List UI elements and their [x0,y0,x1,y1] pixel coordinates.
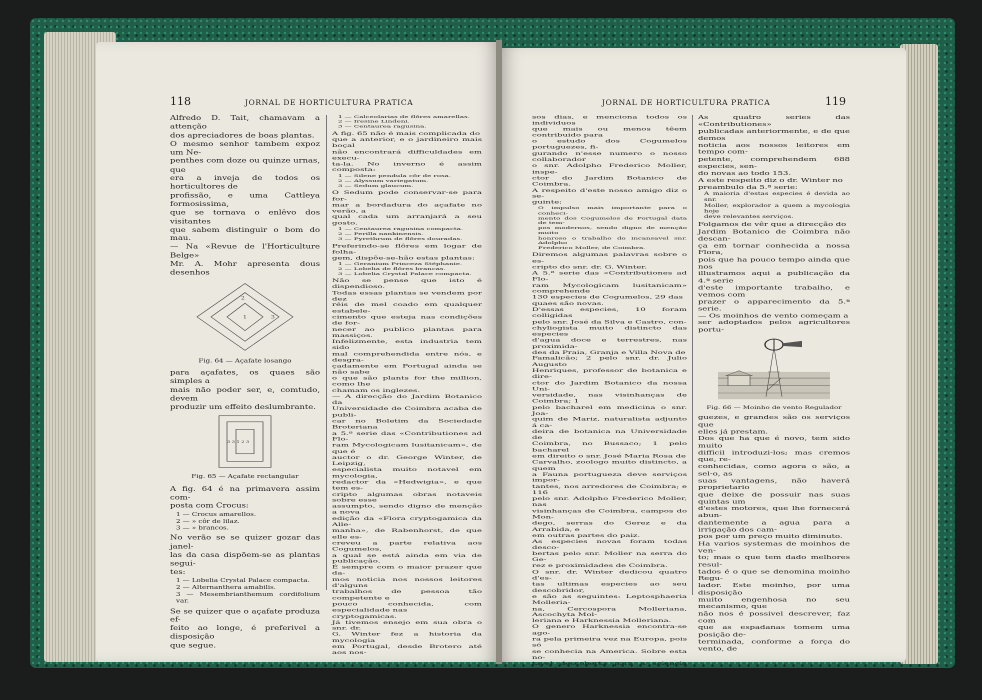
text-line: ctor do Jardim Botanico da nossa Uni- [532,379,687,392]
text-line: 3 — Mesembrianthemum cordifolium var. [176,591,320,605]
text-line: que as espadanas tomem uma posição de- [698,624,850,638]
text-line: réis de mel coado em qualquer estabele- [332,302,482,314]
text-line: lador. Este moinho, por uma disposição [698,582,850,596]
text-line: dos apreciadores de boas plantas. [170,131,315,139]
text-line: guinte: [532,199,562,205]
left-col1-after-crocus [170,534,320,577]
text-line: mais não poder ser, e, comtudo, devem [170,385,320,402]
text-line: des da Praia, Granja e Villa Nova de [532,349,686,355]
text-line: 130 especies de Cogumelos, 29 das [532,294,683,300]
text-line: deira de botanica na Universidade de [532,428,687,441]
right-col2-b [698,221,850,333]
text-line: D'essas especies, 10 foram colligidas [532,306,687,319]
text-line: Moller, explorador a quem a mycologia hoje [704,203,850,214]
right-col2-quote [704,192,850,221]
left-col1-mid [170,369,320,412]
text-line: pouco conhecida, com especialidade nas [332,601,482,613]
text-line: — Na «Revue de l'Horticulture Belge» [170,242,320,259]
text-line: tavel descoberta para a sciencia mycolo- [532,660,687,673]
left-col2-b [332,190,482,227]
text-line: qual cada um arranjará a seu gosto. [332,214,482,226]
text-line: quim de Mariz, naturalista adjunto á ca- [532,416,687,429]
text-line: conhecidas, como agora o são, a sel-o, as [698,463,850,477]
fig66-caption: Fig. 66 — Moinho de vento Regulador [706,405,842,411]
text-line: bertas pelo snr. Moller na serra do Ge- [532,550,687,563]
text-line: 1 — Centaurea ragusina compacta. [338,226,464,232]
fig64-diamond-illustration [175,279,315,355]
left-col1-bottom [170,485,320,511]
text-line: gem, dispõe-se-hão estas plantas: [332,255,475,261]
text-line: do novas ao todo 153. [698,170,792,177]
left-col1-top [170,114,320,277]
text-line: O impulso mais importante para o conheci- [538,206,687,216]
text-line: chamam os inglezes. [332,387,421,393]
text-line: posta com Crocus: [170,501,249,510]
text-line: honroso o trabalho do incansavel snr. Adolpho [538,235,687,246]
text-line: 3 — Lobelia Crystal Palace compacta. [338,271,472,276]
text-line: A 5.ª serie das «Contributiones ad Flo- [532,270,687,282]
text-line: 1 — Geranium Princeza Stéphanie. [338,261,463,267]
text-line: trabalhos de pessoa tão competente e [332,588,482,601]
text-line: cripto algumas obras notaveis sobre esse [332,491,482,503]
text-line: 1 — Silene pendula côr de rosa. [338,173,452,179]
right-column-1 [532,114,687,691]
text-line: 2 — Iresine Lindeni. [338,119,410,124]
text-line: Não se pense que isto é dispendioso. [332,277,482,290]
text-line: se conhecia na America. Sobre esta no- [532,648,687,660]
text-line: O genero Harknessia encontra-se ago- [532,623,687,636]
book-gutter [496,40,502,664]
text-line: 3 — » brancos. [176,525,229,532]
text-line: Coimbra, no Bussaco; 1 pelo bacharel [532,440,687,453]
text-line: para açafates, os quaes são simples a [170,368,320,385]
text-line: gica escreveu o snr. dr. Winter um ar- [532,672,687,685]
svg-text:1: 1 [243,314,247,320]
text-line: suas vantagens, não haverá proprietario [698,477,850,491]
text-line: Infelizmente, esta industria tem sido [332,338,482,351]
text-line: feito ao longe, é preferivel a disposição [170,624,320,641]
text-line: em Portugal, desde Brotero até aos nos- [332,643,482,656]
text-line: çadamente em Portugal ainda se não sabe [332,363,482,375]
text-line: era a inveja de todos os horticultores de [170,174,320,191]
text-line: Alfredo D. Tait, chamavam a attenção [170,114,320,131]
text-line: — Os moinhos de vento começam a [698,312,849,319]
text-line: especialista muito notavel em mycologia, [332,466,482,479]
text-line: tigo no seu jornal «A Hedwigia». [532,684,672,691]
text-line: É sempre com o maior prazer que da- [332,564,482,576]
text-line: mento dos Cogumelos de Portugal data de tem- [538,215,687,226]
fig66-windmill-illustration [714,335,834,403]
text-line: sos dias, e menciona todos os individuos [532,114,687,126]
left-column-1 [170,114,320,650]
text-line: auctor o dr. George Winter, de Leipzig, [332,454,482,467]
winter-list [338,174,482,189]
text-line: 1 — Calceolarias de flôres amarellas. [338,114,470,119]
text-line: que se tornava o enlêvo dos visitantes [170,208,320,225]
text-line: profissão, e uma Cattleya formosissima, [170,191,320,208]
text-line: em direito o snr. José Maria Rosa de [532,453,686,459]
text-line: A fig. 65 não é mais complicada do [332,130,481,136]
text-line: chyliogista muito distincto das especies [532,325,687,337]
text-line: 1 — Lobelia Crystal Palace compacta. [176,577,310,584]
text-line: deve relevantes serviços. [704,214,794,220]
text-line: rez e proximidades de Coimbra. [532,562,668,569]
left-col2-c [332,243,482,261]
text-line: O snr. dr. Winter dedicou quatro d'es- [532,569,687,581]
text-line: Preferindo-se flôres em logar de folha- [332,242,482,255]
left-col1-end [170,607,320,650]
text-line: assumpto, sendo digno de menção a nova [332,503,482,515]
fig65-rectangle-illustration [205,413,285,471]
text-line: terminada, conforme a força do vento, de [698,638,850,652]
text-line: No verão se se quizer gozar das janel- [170,533,320,550]
text-line: ta-la. No inverno é assim composta: [332,161,482,173]
fig64-caption: Fig. 64 — Açafate losango [198,357,292,364]
text-line: produzir um effeito deslumbrante. [170,402,316,411]
text-line: A maioria d'estas especies é devida ao snr. [704,191,850,203]
text-line: penthes com doze ou quinze urnas, que [170,156,320,174]
text-line: versidade, nas visinhanças de Coimbra; 1 [532,392,687,404]
text-line: tes: [170,568,186,576]
right-col1-quote [538,206,687,251]
text-line: 2 — Lobelia de flôres brancas. [338,266,446,272]
text-line: ram Mycologicam lusitanicam», de que é [332,442,482,454]
left-page-number: 118 [170,95,191,108]
text-line: 3 — Centaurea ragusina. [338,124,427,129]
left-running-head: JORNAL DE HORTICULTURA PRATICA [245,98,414,107]
summer2-list [338,227,482,242]
text-line: difficil introduzi-los; mas cremos que, re- [698,449,850,463]
right-column-rule [692,115,693,595]
text-line: em outras partes do paiz. [532,532,641,538]
text-line: O Sedum pode conservar-se para for- [332,189,482,202]
text-line: mos noticia nos nossos leitores d'alguns [332,576,482,589]
text-line: manha», de Rabenhorst, de que elle es- [332,527,482,540]
text-line: que deixe de possuir nas suas quintas um [698,491,850,505]
text-line: noticia aos nossos leitores em tempo com- [698,142,850,156]
summer-list [176,577,320,605]
text-line: Carvalho, zoologo muito distincto, a quem [532,459,687,471]
text-line: pos modernos, sendo digno de menção muito [538,225,687,236]
text-line: Dos que ha que é novo, tem sido muito [698,435,850,449]
text-line: pelo snr. Adolpho Frederico Moller, nas [532,495,687,508]
fig65-caption: Fig. 65 — Açafate rectangular [191,473,299,480]
text-line: o que são plants for the million, como lhe [332,375,482,387]
text-line: cripto do snr. dr. G. Winter. [532,264,648,270]
text-line: Diremos algumas palavras sobre o es- [532,251,687,264]
text-line: A fig. 64 é na primavera assim com- [170,484,320,501]
text-line: Famalicão; 2 pelo snr. dr. Julio Augusto [532,355,687,368]
text-line: G. Winter fez a historia da mycologia [332,631,482,644]
text-line: elles já prestam. [698,428,769,435]
text-line: As especies novas foram todas desco- [532,538,687,551]
left-column-rule [326,115,327,590]
text-line: leriana e Harknessia Molleriana. [532,617,672,624]
text-line: edição da «Flora cryptogamica da Alle- [332,515,482,528]
text-line: 2 — Perilla nankinensis. [338,231,424,237]
text-line: prazer o apparecimento da 5.ª serie. [698,298,850,312]
text-line: preambulo da 5.ª serie: [698,184,798,191]
text-line: a Fauna portugueza deve serviços impor- [532,471,687,483]
right-column-2 [698,114,850,652]
text-line: Se se quizer que o açafate produza ef- [170,606,320,624]
text-line: redactor da «Hedwigia», e que tem es- [332,479,482,491]
text-line: 2 — » côr de lilaz. [176,518,240,525]
text-line: a 5.ª serie das «Contributiones ad Flo- [332,430,482,442]
text-line: pois que ha pouco tempo ainda que nos [698,256,850,270]
text-line: Folgamos de vêr que a direcção do [698,221,847,228]
left-col2-a [332,131,482,174]
text-line: guezes, e grandes são os serviços que [698,414,850,428]
text-line: pelo bacharel em medicina o snr. Joa- [532,404,687,416]
text-line: pos por um preço muito diminuto. [698,533,843,540]
right-col1-b [532,252,687,691]
text-line: cimento que esteja nas condições de for- [332,314,482,326]
text-line: O mesmo senhor tambem expoz um Ne- [170,139,320,156]
text-line: dantemente a agua para a irrigação dos cam- [698,519,850,533]
text-line: que mais ou menos têem contribuido para [532,126,687,138]
svg-text:3: 3 [271,314,275,320]
text-line: tados é o que se denomina moinho Regu- [698,568,850,582]
text-line: tantes, nos arredores de Coimbra; e 116 [532,483,687,496]
text-line: 2 — Alyssum variegatum. [338,178,429,184]
text-line: Já tivemos ensejo em sua obra o snr. dr. [332,619,482,631]
text-line: tas ultimas especies ao seu descobridor, [532,581,687,593]
text-line: dego, serras do Gerez e da Arrabida, e [532,520,687,532]
text-line: car no Boletim da Sociedade Broteriana [332,418,482,430]
text-line: ça em tornar conhecida a nossa Flora, [698,242,850,256]
svg-text:3 3 1 2 3: 3 3 1 2 3 [227,440,250,446]
right-running-head: JORNAL DE HORTICULTURA PRATICA [602,98,771,107]
text-line: illustramos aqui a publicação da 4.ª serie [698,270,850,284]
text-line: Universidade de Coimbra acaba de publi- [332,405,482,418]
text-line: que a anterior, e o jardineiro mais boçal [332,136,482,149]
text-line: 1 — Crocus amarellos. [176,511,257,518]
text-line: pelo snr. José da Silva e Castro, con- [532,318,687,325]
text-line: o snr. Adolpho Frederico Moller, inspe- [532,162,687,175]
text-line: e são as seguintes: Leptosphaeria Molleria- [532,593,687,605]
left-col2-d [332,278,482,656]
text-line: creveu a parte relativa aos Cogumelos, [332,540,482,552]
right-col2-c [698,414,850,652]
text-line: não nos é possivel descrever, faz com [698,610,850,624]
text-line: to; mas o que tem dado melhores resul- [698,554,850,568]
right-col1-a [532,114,687,206]
text-line: cryptogamicas. [332,613,397,619]
text-line: — A direcção do Jardim Botanico da [332,393,482,406]
text-line: a qual se está ainda em via de publicação. [332,552,482,564]
text-line: 2 — Alternanthera amabilis. [176,584,276,591]
text-line: d'este importante trabalho, e vemos com [698,284,850,298]
text-line: Mr. A. Mohr apresenta dous desenhos [170,259,320,277]
right-page-number: 119 [825,95,846,108]
flowers-list [338,262,482,277]
text-line: que sabem distinguir o bom do mau. [170,225,320,242]
left-column-2 [332,114,482,656]
right-col2-a [698,114,850,191]
text-line: d'estes motores, que lhe fornecerá abun- [698,505,850,519]
text-line: Todas essas plantas se vendem por dez [332,289,482,302]
text-line: necer ao publico plantas para massiços. [332,326,482,339]
text-line: 3 — Sedum glaucum. [338,183,414,189]
text-line: o estudo dos Cogumelos portuguezes, fi- [532,138,687,150]
text-line: publicadas anteriormente, e de que demos [698,128,850,142]
text-line: ra pela primeira vez na Europa, pois só [532,636,688,648]
text-line: Henriques, professor de botanica e dire- [532,367,687,380]
svg-text:2: 2 [241,295,245,301]
text-line: que segue. [170,641,217,649]
col2-list-top [338,115,482,130]
text-line: As quatro series das «Contributiones» [698,114,850,128]
text-line: quaes são novas. [532,300,604,307]
text-line: ser adoptados pelos agricultores portu- [698,319,850,333]
crocus-list [176,511,320,532]
text-line: Frederico Moller, de Coimbra. [538,245,646,251]
text-line: muito engenhosa no seu mecanismo, que [698,596,850,610]
text-line: mar a bordadura do açafate no verão, a [332,201,482,214]
text-line: 3 — Pyrethrum de flôres douradas. [338,236,463,242]
text-line: Jardim Botanico de Coimbra não descan- [698,228,850,242]
text-line: d'agua doce e terrestres, nas proximida- [532,337,687,349]
text-line: na, Cercospora Molleriana, Ascochyta Mol- [532,605,687,618]
text-line: petente, comprehendem 688 especies, sen- [698,156,850,170]
text-line: ctor do Jardim Botanico de Coimbra. [532,175,687,187]
text-line: A este respeito diz o dr. Winter no [698,177,843,184]
text-line: gurando n'esse numero o nosso collaborador [532,150,687,163]
text-line: visinhanças de Coimbra, campos do Mon- [532,508,687,520]
text-line: A respeito d'este nosso amigo diz o se- [532,187,687,199]
text-line: las da casa dispõem-se as plantas segui- [170,550,320,568]
text-line: não encontrará difficuldades em execu- [332,148,482,161]
text-line: ram Mycologicam lusitanicam» comprehende [532,282,687,294]
text-line: Ha varios systemas de moinhos de ven- [698,540,850,554]
text-line: mal comprehendida entre nós, e desgra- [332,350,482,363]
